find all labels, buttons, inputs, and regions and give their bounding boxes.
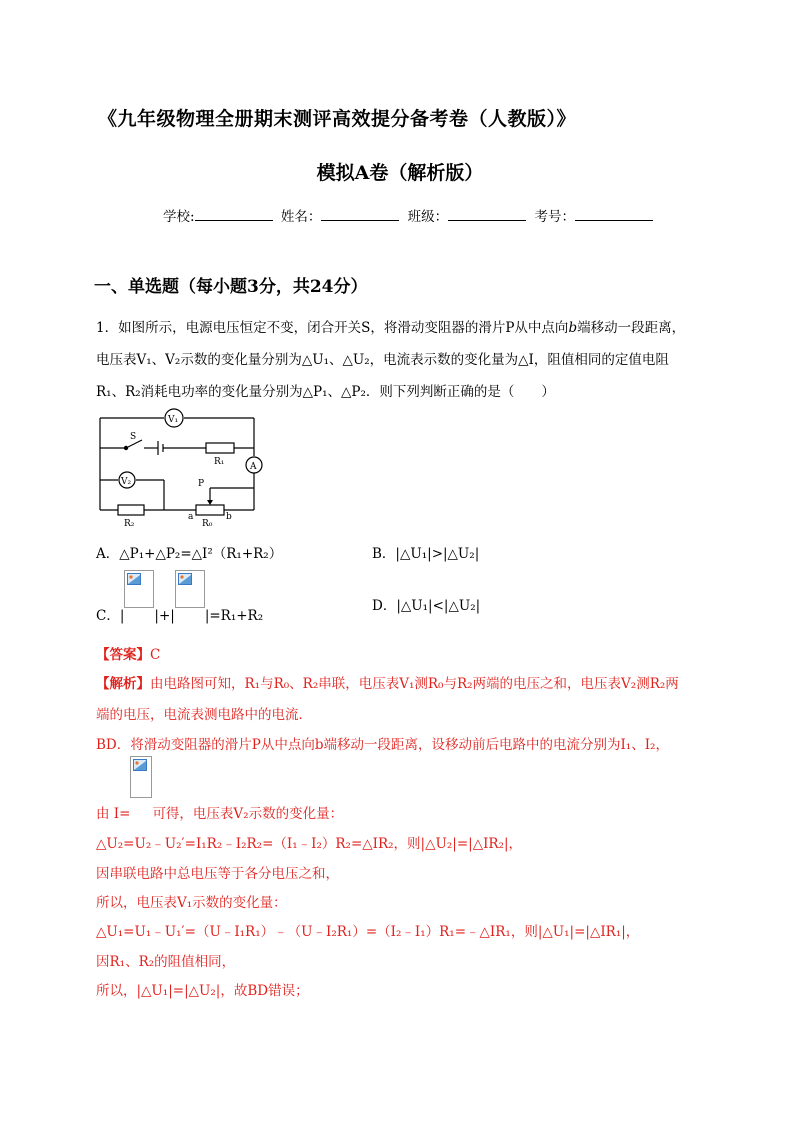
formula-image — [124, 570, 154, 608]
name-label: 姓名： — [280, 209, 322, 225]
option-c: C．| |+| |=R₁+R₂ — [96, 570, 263, 624]
ammeter-label: A — [250, 462, 257, 472]
option-d: D．|△U₁|<|△U₂| — [372, 598, 481, 614]
analysis-line-5: △U₂=U₂﹣U₂′=I₁R₂﹣I₂R₂=（I₁﹣I₂）R₂=△IR₂，则|△U₂|=|△IR₂|， — [96, 836, 523, 852]
document-title: 《九年级物理全册期末测评高效提分备考卷（人教版）》 — [98, 108, 577, 130]
analysis-line-4: 由 I= 可得，电压表V₂示数的变化量： — [96, 756, 343, 822]
option-b: B．|△U₁|>|△U₂| — [372, 546, 480, 562]
image-placeholder-icon — [127, 573, 141, 585]
r0-label: R₀ — [202, 519, 213, 528]
analysis-line-8: △U₁=U₁﹣U₁′=（U﹣I₁R₁）﹣（U﹣I₂R₁）=（I₂﹣I₁）R₁=﹣△IR₁，则|△U₁|=|△IR₁|， — [96, 924, 640, 940]
exam-no-blank — [575, 208, 653, 221]
question-line-2: 电压表V₁、V₂示数的变化量分别为△U₁、△U₂，电流表示数的变化量为△I，阻值相同的定值电阻 — [96, 352, 669, 368]
exam-no-label: 考号： — [534, 209, 575, 225]
circuit-diagram — [96, 408, 276, 528]
name-blank — [321, 208, 399, 221]
switch-label: S — [130, 432, 137, 442]
answer-value: C — [150, 647, 161, 663]
answer-label: 【答案】 — [96, 647, 150, 663]
school-label: 学校: — [163, 209, 195, 225]
analysis-line-2: 端的电压，电流表测电路中的电流． — [96, 707, 312, 723]
analysis-line-3: BD．将滑动变阻器的滑片P从中点向b端移动一段距离，设移动前后电路中的电流分别为I₁、I₂， — [96, 737, 669, 753]
analysis-line-9: 因R₁、R₂的阻值相同， — [96, 954, 236, 970]
r2-label: R₂ — [124, 519, 135, 528]
image-placeholder-icon — [178, 573, 192, 585]
analysis-line-6: 因串联电路中总电压等于各分电压之和， — [96, 866, 339, 882]
class-label: 班级： — [407, 209, 449, 225]
formula-image — [130, 756, 152, 798]
document-subtitle: 模拟A卷（解析版） — [316, 162, 484, 184]
b-label: b — [226, 512, 232, 522]
question-line-3: R₁、R₂消耗电功率的变化量分别为△P₁、△P₂．则下列判断正确的是（ ） — [96, 384, 555, 400]
image-placeholder-icon — [133, 759, 147, 771]
p-label: P — [198, 479, 205, 489]
r1-label: R₁ — [214, 457, 225, 467]
question-number: 1． — [96, 320, 119, 336]
school-blank — [195, 208, 273, 221]
analysis-line-7: 所以，电压表V₁示数的变化量： — [96, 895, 287, 911]
a-label: a — [188, 512, 194, 522]
v2-label: V₂ — [121, 477, 132, 487]
question-line-1: 1．如图所示，电源电压恒定不变，闭合开关S，将滑动变阻器的滑片P从中点向b端移动一段距离， — [96, 320, 686, 336]
formula-image — [175, 570, 205, 608]
answer-row — [96, 643, 160, 663]
option-a: A．△P₁+△P₂=△I²（R₁+R₂） — [96, 546, 283, 562]
student-info-row — [163, 205, 657, 225]
analysis-line-10: 所以，|△U₁|=|△U₂|，故BD错误； — [96, 983, 309, 999]
v1-label: V₁ — [168, 415, 179, 425]
analysis-line-1: 【解析】由电路图可知，R₁与R₀、R₂串联，电压表V₁测R₀与R₂两端的电压之和，电压表V₂测R₂两 — [96, 676, 679, 692]
class-blank — [448, 208, 526, 221]
section-heading: 一、单选题（每小题3分，共24分） — [94, 277, 368, 297]
analysis-label: 【解析】 — [96, 676, 150, 692]
